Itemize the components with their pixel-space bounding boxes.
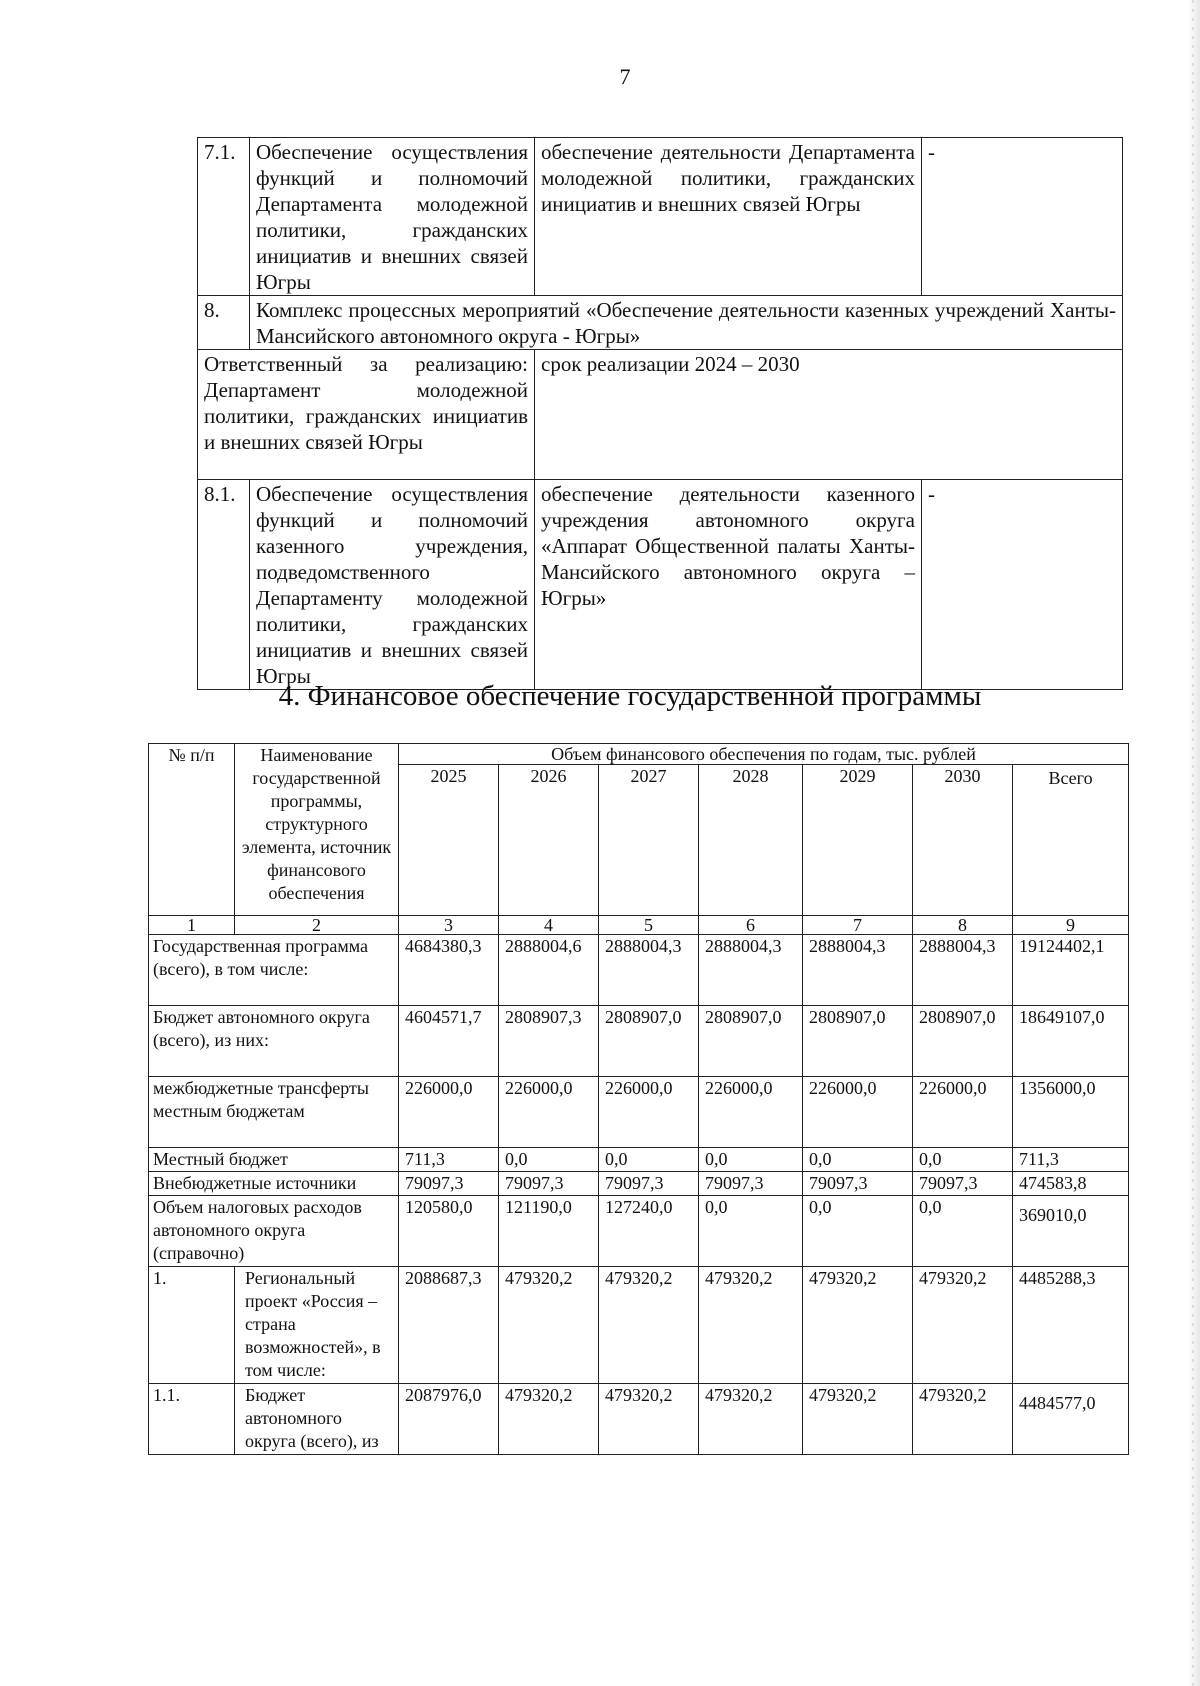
value-cell: 479320,2: [803, 1267, 913, 1384]
row-name: Местный бюджет: [149, 1148, 399, 1172]
value-cell: 2808907,0: [913, 1006, 1013, 1077]
value-cell: 479320,2: [803, 1384, 913, 1455]
value-cell: 711,3: [1013, 1148, 1129, 1172]
value-cell: 79097,3: [803, 1172, 913, 1196]
table-row: [198, 480, 1123, 690]
index-cell: 6: [699, 916, 803, 935]
header-year: 2029: [803, 765, 913, 916]
value-cell: 4604571,7: [399, 1006, 499, 1077]
value-cell: 0,0: [499, 1148, 599, 1172]
value-cell: 479320,2: [913, 1267, 1013, 1384]
value-cell: 479320,2: [499, 1384, 599, 1455]
value-cell: 479320,2: [699, 1267, 803, 1384]
value-cell: 226000,0: [803, 1077, 913, 1148]
value-cell: 2888004,3: [913, 935, 1013, 1006]
value-cell: 2888004,6: [499, 935, 599, 1006]
value-cell: 226000,0: [499, 1077, 599, 1148]
value-cell: 2888004,3: [803, 935, 913, 1006]
index-cell: 8: [913, 916, 1013, 935]
value-cell: 2808907,0: [803, 1006, 913, 1077]
value-cell: 479320,2: [599, 1267, 699, 1384]
value-cell: 4684380,3: [399, 935, 499, 1006]
table-row: [149, 1006, 1129, 1077]
value-cell: 79097,3: [399, 1172, 499, 1196]
page-number: 7: [619, 64, 631, 89]
value-cell: 120580,0: [399, 1196, 499, 1267]
value-cell: 79097,3: [599, 1172, 699, 1196]
row-name: Обеспечение осуществления функций и полномочий Департамента молодежной политики, гражданских инициатив и внешних связей Югры: [250, 138, 535, 296]
value-cell: 474583,8: [1013, 1172, 1129, 1196]
value-cell: 369010,0: [1013, 1196, 1129, 1267]
table-row: [149, 935, 1129, 1006]
value-cell: 79097,3: [913, 1172, 1013, 1196]
value-cell: 0,0: [803, 1148, 913, 1172]
value-cell: 79097,3: [699, 1172, 803, 1196]
header-group: Объем финансового обеспечения по годам, тыс. рублей: [399, 744, 1129, 765]
value-cell: 479320,2: [499, 1267, 599, 1384]
header-year: 2030: [913, 765, 1013, 916]
table-row: [149, 1196, 1129, 1267]
index-row: [149, 916, 1129, 935]
index-cell: 1: [149, 916, 235, 935]
responsible-text: Ответственный за реализацию: Департамент молодежной политики, гражданских инициатив и внешних связей Югры: [198, 350, 535, 480]
header-row: [149, 744, 1129, 765]
row-number: 7.1.: [198, 138, 250, 296]
value-cell: 2808907,0: [699, 1006, 803, 1077]
value-cell: 226000,0: [913, 1077, 1013, 1148]
value-cell: 0,0: [599, 1148, 699, 1172]
value-cell: 0,0: [699, 1148, 803, 1172]
value-cell: 226000,0: [399, 1077, 499, 1148]
row-result: обеспечение деятельности казенного учреждения автономного округа «Аппарат Общественной палаты Ханты-Мансийского автономного округа – Югры»: [535, 480, 922, 690]
value-cell: 711,3: [399, 1148, 499, 1172]
row-name: межбюджетные трансферты местным бюджетам: [149, 1077, 399, 1148]
value-cell: 2888004,3: [599, 935, 699, 1006]
header-total: Всего: [1013, 765, 1129, 916]
row-number: 8.: [198, 296, 250, 350]
row-number: 1.1.: [149, 1384, 235, 1455]
index-cell: 9: [1013, 916, 1129, 935]
value-cell: 2808907,3: [499, 1006, 599, 1077]
value-cell: 2087976,0: [399, 1384, 499, 1455]
value-cell: 1356000,0: [1013, 1077, 1129, 1148]
header-year: 2027: [599, 765, 699, 916]
index-cell: 7: [803, 916, 913, 935]
table-row: [149, 1077, 1129, 1148]
index-cell: 3: [399, 916, 499, 935]
value-cell: 19124402,1: [1013, 935, 1129, 1006]
value-cell: 18649107,0: [1013, 1006, 1129, 1077]
row-number: 8.1.: [198, 480, 250, 690]
table-row: [149, 1148, 1129, 1172]
value-cell: 226000,0: [599, 1077, 699, 1148]
finance-table: [148, 743, 1129, 1455]
table-row: [149, 1384, 1129, 1455]
table-row: [198, 296, 1123, 350]
value-cell: 0,0: [913, 1196, 1013, 1267]
row-name: Государственная программа (всего), в том числе:: [149, 935, 399, 1006]
index-cell: 4: [499, 916, 599, 935]
header-num: № п/п: [149, 744, 235, 916]
value-cell: 79097,3: [499, 1172, 599, 1196]
value-cell: 0,0: [913, 1148, 1013, 1172]
scan-edge: [1188, 0, 1200, 1686]
value-cell: 479320,2: [599, 1384, 699, 1455]
value-cell: 2888004,3: [699, 935, 803, 1006]
section-title: 4. Финансовое обеспечение государственной программы: [278, 680, 982, 712]
row-link: -: [922, 480, 1123, 690]
row-result: обеспечение деятельности Департамента молодежной политики, гражданских инициатив и внешних связей Югры: [535, 138, 922, 296]
value-cell: 0,0: [699, 1196, 803, 1267]
row-name: Обеспечение осуществления функций и полномочий казенного учреждения, подведомственного Департаменту молодежной политики, гражданских инициатив и внешних связей Югры: [250, 480, 535, 690]
row-name: Внебюджетные источники: [149, 1172, 399, 1196]
scan-noise: [1192, 0, 1194, 1686]
row-name: Региональный проект «Россия – страна возможностей», в том числе:: [235, 1267, 399, 1384]
value-cell: 2808907,0: [599, 1006, 699, 1077]
value-cell: 127240,0: [599, 1196, 699, 1267]
table-row: [198, 138, 1123, 296]
table-row: [149, 1172, 1129, 1196]
value-cell: 4485288,3: [1013, 1267, 1129, 1384]
value-cell: 226000,0: [699, 1077, 803, 1148]
value-cell: 0,0: [803, 1196, 913, 1267]
table-row: [149, 1267, 1129, 1384]
index-cell: 2: [235, 916, 399, 935]
value-cell: 479320,2: [699, 1384, 803, 1455]
value-cell: 4484577,0: [1013, 1384, 1129, 1455]
index-cell: 5: [599, 916, 699, 935]
value-cell: 479320,2: [913, 1384, 1013, 1455]
value-cell: 121190,0: [499, 1196, 599, 1267]
value-cell: 2088687,3: [399, 1267, 499, 1384]
row-name: Объем налоговых расходов автономного округа (справочно): [149, 1196, 399, 1267]
header-name: Наименование государственной программы, структурного элемента, источник финансового обеспечения: [235, 744, 399, 916]
activities-table: [197, 137, 1123, 690]
term-text: срок реализации 2024 – 2030: [535, 350, 1123, 480]
row-number: 1.: [149, 1267, 235, 1384]
header-year: 2025: [399, 765, 499, 916]
row-name: Бюджет автономного округа (всего), из них:: [149, 1006, 399, 1077]
header-year: 2028: [699, 765, 803, 916]
complex-title: Комплекс процессных мероприятий «Обеспечение деятельности казенных учреждений Ханты-Мансийского автономного округа - Югры»: [250, 296, 1123, 350]
row-name: Бюджет автономного округа (всего), из: [235, 1384, 399, 1455]
row-link: -: [922, 138, 1123, 296]
header-year: 2026: [499, 765, 599, 916]
table-row: [198, 350, 1123, 480]
